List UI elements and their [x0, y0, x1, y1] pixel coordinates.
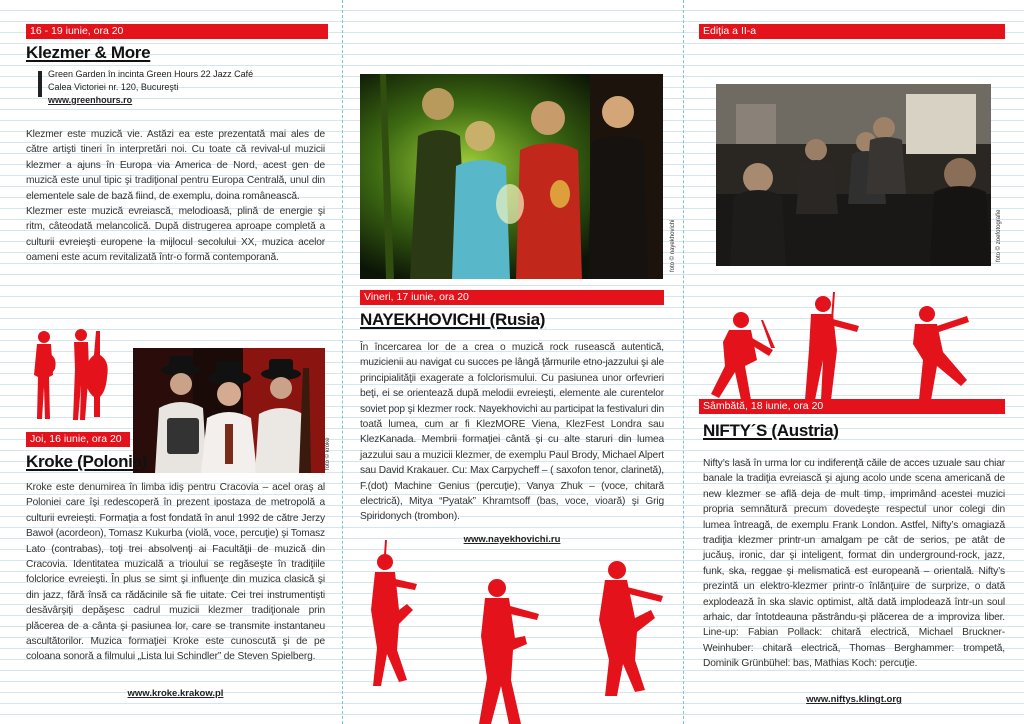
- klezmer-date-bar: 16 - 19 iunie, ora 20: [26, 24, 328, 39]
- venue-block: [48, 68, 253, 107]
- kroke-title: Kroke (Polonia): [26, 452, 148, 471]
- nayekhovichi-photo-credit: foto © nayekhovichi: [670, 219, 676, 272]
- klezmer-title: Klezmer & More: [26, 43, 151, 62]
- kroke-description: Kroke este denumirea în limba idiş pentru Cracovia – acel oraş al Poloniei care îşi redescoperă în prezent ipostaza de metropolă a culturii evreieşti. Formaţia a fost fondată în anul 1992 de către Jerzy Bawoł (acordeon), Tomasz Kukurba (violă, voce, percuţie) şi Tomasz Lato (contrabas), toţi trei absolvenţi ai Facultăţii de muzică din Cracovia. Identitatea muzicală a trioului se regăseşte în tradiţiile folclorice evreieşti. În plus se simt şi influenţe din muzica clasică şi din jazz, fără însă ca rădăcinile să fie uitate. Cei trei instrumentişti desăvârşiţi depăşesc cadrul muzicii klezmer tradiţionale prin plăcerea de a cânta şi pasiunea lor, care se transmite instantaneu ascultătorilor. Muzica formaţiei Kroke este cunoscută şi de pe coloana sonoră a filmului „Lista lui Schindler” de Steven Spielberg.: [26, 482, 325, 663]
- kroke-date-bar: Joi, 16 iunie, ora 20: [26, 432, 130, 447]
- violinists-silhouette-middle: [355, 540, 675, 724]
- kroke-photo-credit: foto © kroke: [325, 437, 331, 470]
- musicians-silhouette-sax-bass: [28, 325, 110, 435]
- fold-line-right: [683, 0, 684, 724]
- niftys-title: NIFTY´S (Austria): [703, 421, 839, 440]
- edition-bar: Ediţia a II-a: [699, 24, 1005, 39]
- nayekhovichi-date-bar: Vineri, 17 iunie, ora 20: [360, 290, 664, 305]
- klezmer-paragraph-2: Klezmer este muzică evreiască, melodioasă, plină de energie şi ritm, câteodată melancolică. După distrugerea aproape completă a culturii evreieşti europene la mijlocul secolului XX, muzica acelor oameni este acum revitalizată într-o formă contemporană.: [26, 206, 325, 264]
- kroke-photo: [133, 348, 325, 473]
- niftys-photo-credit: foto © zoefotografie: [996, 209, 1002, 262]
- fold-line-left: [342, 0, 343, 724]
- venue-line-1: Green Garden în incinta Green Hours 22 Jazz Café: [48, 69, 254, 79]
- venue-link[interactable]: www.greenhours.ro: [48, 95, 133, 105]
- niftys-description: Nifty’s lasă în urma lor cu indiferenţă căile de acces uzuale sau chiar banale la tradiţia evreiască şi ajung acolo unde scena americană de new klezmer se află deja de mult timp, imprimând acestei muzici propria semnătură precum dovedeşte respectul unor colegi din lumea întreagă, de exemplu Frank London. Astfel, Nifty’s omagiază tradiţia klezmer printr-un amalgam pe cât de serios, pe atât de jucăuş, ironic, dar şi inteligent, format din underground-rock, jazz, funk, ska, reggae şi melismatică est europeană – orientală. Nifty’s prezintă un elektro-klezmer printr-o înlănţuire de surprize, o dată explodează în ska slavic optimist, altă dată implodează într-un soul arhaic, dar întotdeauna păstrându-şi plăcerea de a improviza liber. Line-up: Fabian Pollack: chitară electrică, Michael Bruckner-Weinhuber: chitară electrică, Thomas Berghammer: trompetă, Dominik Grünbühel: bas, Mathias Koch: percuţie.: [703, 458, 1005, 670]
- nayekhovichi-title: NAYEKHOVICHI (Rusia): [360, 310, 546, 329]
- niftys-photo: [716, 84, 991, 266]
- nayekhovichi-website-link[interactable]: www.nayekhovichi.ru: [463, 534, 561, 545]
- nayekhovichi-photo: [360, 74, 663, 279]
- violinists-silhouette-right: [705, 290, 1005, 402]
- klezmer-paragraph-1: Klezmer este muzică vie. Astăzi ea este prezentată mai ales de către artişti tineri în interpretări noi. Cu toate că revival-ul muzicii klezmer a ajuns în Europa via America de Nord, acest gen de muzică este unul tipic şi tradiţional pentru Europa Centrală, unul din elementele sale de bază fiind, de exemplu, doina românească.: [26, 129, 325, 202]
- venue-line-2: Calea Victoriei nr. 120, Bucureşti: [48, 82, 179, 92]
- kroke-website-link[interactable]: www.kroke.krakow.pl: [127, 688, 224, 699]
- klezmer-intro-text: [26, 127, 325, 266]
- venue-marker: [38, 71, 42, 97]
- niftys-date-bar: Sâmbătă, 18 iunie, ora 20: [699, 399, 1005, 414]
- niftys-website-link[interactable]: www.niftys.klingt.org: [806, 694, 902, 705]
- nayekhovichi-description: În încercarea lor de a crea o muzică rock rusească autentică, muzicienii au navigat cu succes pe lângă ţărmurile etno-jazzului şi ale principialităţii exagerate a folclorismului. Cu pasiunea unor orfevrieri beţi, ei se orientează după melodii evreieşti, elemente ale curentelor soviet pop şi klezmer rock. Nayekhovichi au participat la festivaluri din toată lumea, cum ar fi KlezMORE Viena, KlezFest Londra sau KlezKanada. Membrii formaţiei cântă şi cu alte staruri din lumea jazzului sau a muzicii klezmer, de exemplu Paul Brody, Michael Alpert sau David Krakauer. Cu: Max Carpycheff – ( saxofon tenor, clarinetă), F.(dot) Machine Genius (percuţie), Vanya Zhuk – (voce, chitară electrică), Mitya “Pyatak” Khramtsoff (bas, voce, vioară) şi Grig Spiridonych (trombon).: [360, 342, 664, 523]
